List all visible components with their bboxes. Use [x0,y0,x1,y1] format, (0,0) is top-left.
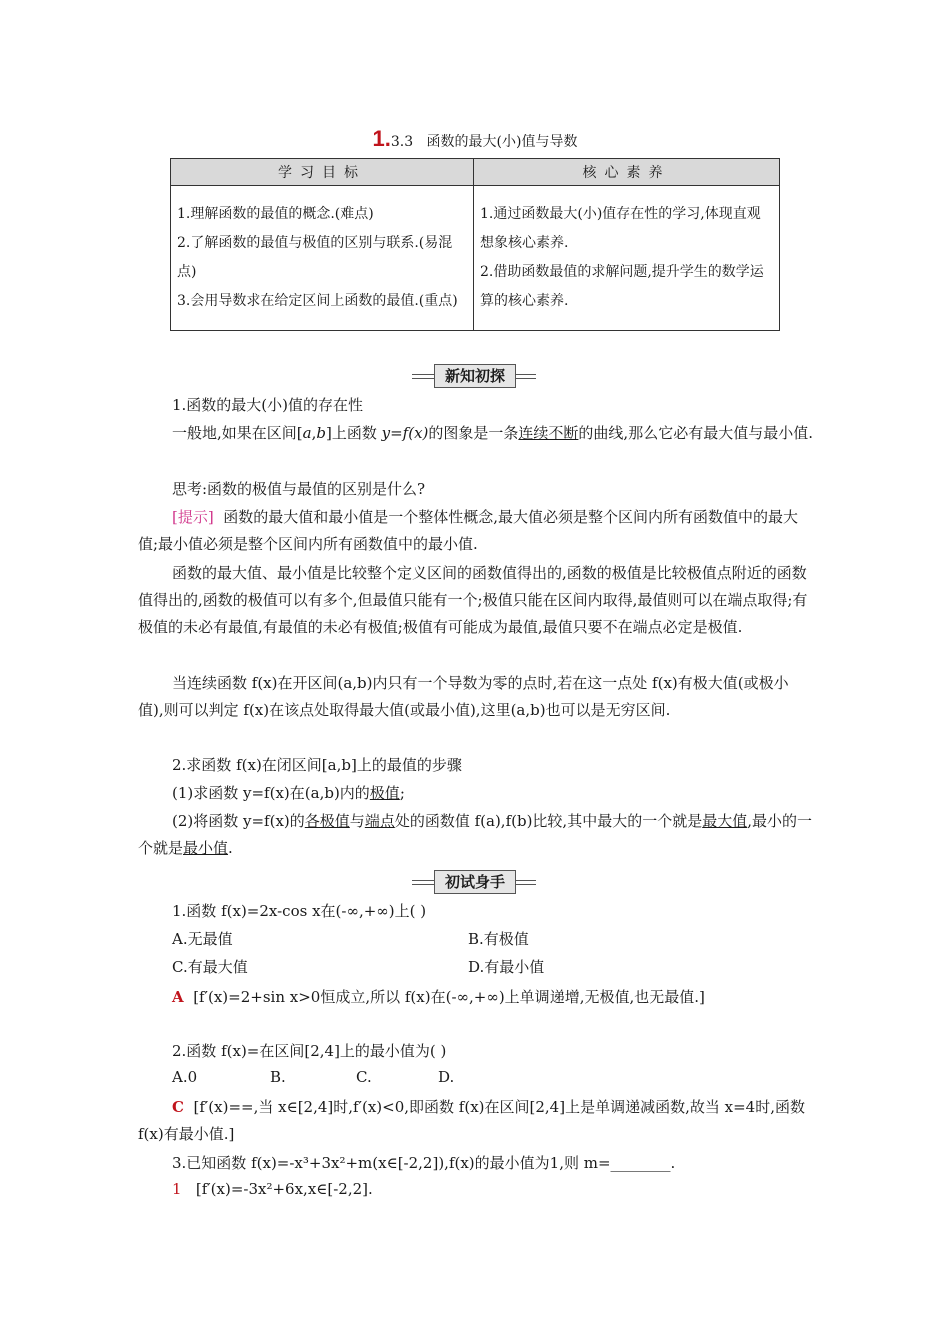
underline-max-value: 最大值 [702,812,748,830]
step2: (2)将函数 y=f(x)的各极值与端点处的函数值 f(a),f(b)比较,其中最大的一个就是最大值,最小的一个就是最小值. [138,812,812,857]
goal-item: 3.会用导数求在给定区间上函数的最值.(重点) [177,293,458,309]
q1-option-d: D.有最小值 [468,958,545,976]
underline-each-extremum: 各极值 [304,812,350,830]
q1-option-c: C.有最大值 [172,958,248,976]
core-literacy-cell [474,186,780,331]
q2-solution: C [f′(x)==,当 x∈[2,4]时,f′(x)<0,即函数 f(x)在区间[2,4]上是单调递减函数,故当 x=4时,函数 f(x)有最小值.] [138,1098,805,1143]
q3-answer: 1 [172,1180,182,1198]
q1-solution: A [f′(x)=2+sin x>0恒成立,所以 f(x)在(-∞,+∞)上单调递增,无极值,也无最值.] [172,988,705,1006]
question-1: 1.函数 f(x)=2x-cos x在(-∞,+∞)上( ) [172,902,427,920]
item1-heading: 1.函数的最大(小)值的存在性 [172,396,364,414]
hint-label: [提示] [172,508,214,526]
item2-heading: 2.求函数 f(x)在闭区间[a,b]上的最值的步骤 [172,756,462,774]
learning-goals-cell [171,186,474,331]
q1-answer: A [172,988,184,1006]
think-question: 思考:函数的极值与最值的区别是什么? [172,480,426,498]
q2-option-c: C. [356,1068,372,1086]
section-label: 新知初探 [434,364,516,388]
header-core-literacy: 核心素养 [474,159,780,186]
title-number-rest: 3.3 [390,134,414,150]
q2-answer: C [172,1098,184,1116]
objectives-table [170,158,780,331]
question-2: 2.函数 f(x)=在区间[2,4]上的最小值为( ) [172,1042,447,1060]
step1: (1)求函数 y=f(x)在(a,b)内的极值; [172,784,405,802]
underline-extremum: 极值 [369,784,400,802]
hint-paragraph: [提示] 函数的最大值和最小值是一个整体性概念,最大值必须是整个区间内所有函数值中的最大值;最小值必须是整个区间内所有函数值中的最小值. [138,508,799,553]
page-title [0,126,950,152]
literacy-item: 2.借助函数最值的求解问题,提升学生的数学运算的核心素养. [480,264,764,309]
underline-continuous: 连续不断 [518,424,579,442]
section-header-first-try [412,870,536,892]
paragraph-extremum-vs-max: 函数的最大值、最小值是比较整个定义区间的函数值得出的,函数的极值是比较极值点附近的函数值得出的,函数的极值可以有多个,但最值只能有一个;极值只能在区间内取得,最值则可以在端点取得;有极值的未必有最值,有最值的未必有极值;极值有可能成为最值,最值只要不在端点必定是极值. [138,564,808,636]
underline-endpoint: 端点 [364,812,395,830]
section-label: 初试身手 [434,870,516,894]
literacy-item: 1.通过函数最大(小)值存在性的学习,体现直观想象核心素养. [480,206,761,251]
question-3: 3.已知函数 f(x)=-x³+3x²+m(x∈[-2,2]),f(x)的最小值为1,则 m=________. [172,1154,676,1172]
goal-item: 2.了解函数的最值与极值的区别与联系.(易混点) [177,235,453,280]
goal-item: 1.理解函数的最值的概念.(难点) [177,206,374,222]
paragraph-open-interval: 当连续函数 f(x)在开区间(a,b)内只有一个导数为零的点时,若在这一点处 f(x)有极大值(或极小值),则可以判定 f(x)在该点处取得最大值(或最小值),这里(a,b)也可以是无穷区间. [138,674,789,719]
q2-option-d: D. [438,1068,455,1086]
q1-option-b: B.有极值 [468,930,529,948]
q2-option-a: A.0 [172,1068,198,1086]
q2-option-b: B. [270,1068,286,1086]
header-learning-goals: 学习目标 [171,159,474,186]
item1-text: 一般地,如果在区间[a,b]上函数 y=f(x)的图象是一条连续不断的曲线,那么它必有最大值与最小值. [172,424,813,442]
title-number-big: 1. [372,126,391,151]
section-header-new-knowledge [412,364,536,386]
q1-option-a: A.无最值 [172,930,233,948]
title-text: 函数的最大(小)值与导数 [426,134,578,150]
q3-solution: 1 [f′(x)=-3x²+6x,x∈[-2,2]. [172,1180,373,1198]
underline-min-value: 最小值 [183,839,229,857]
